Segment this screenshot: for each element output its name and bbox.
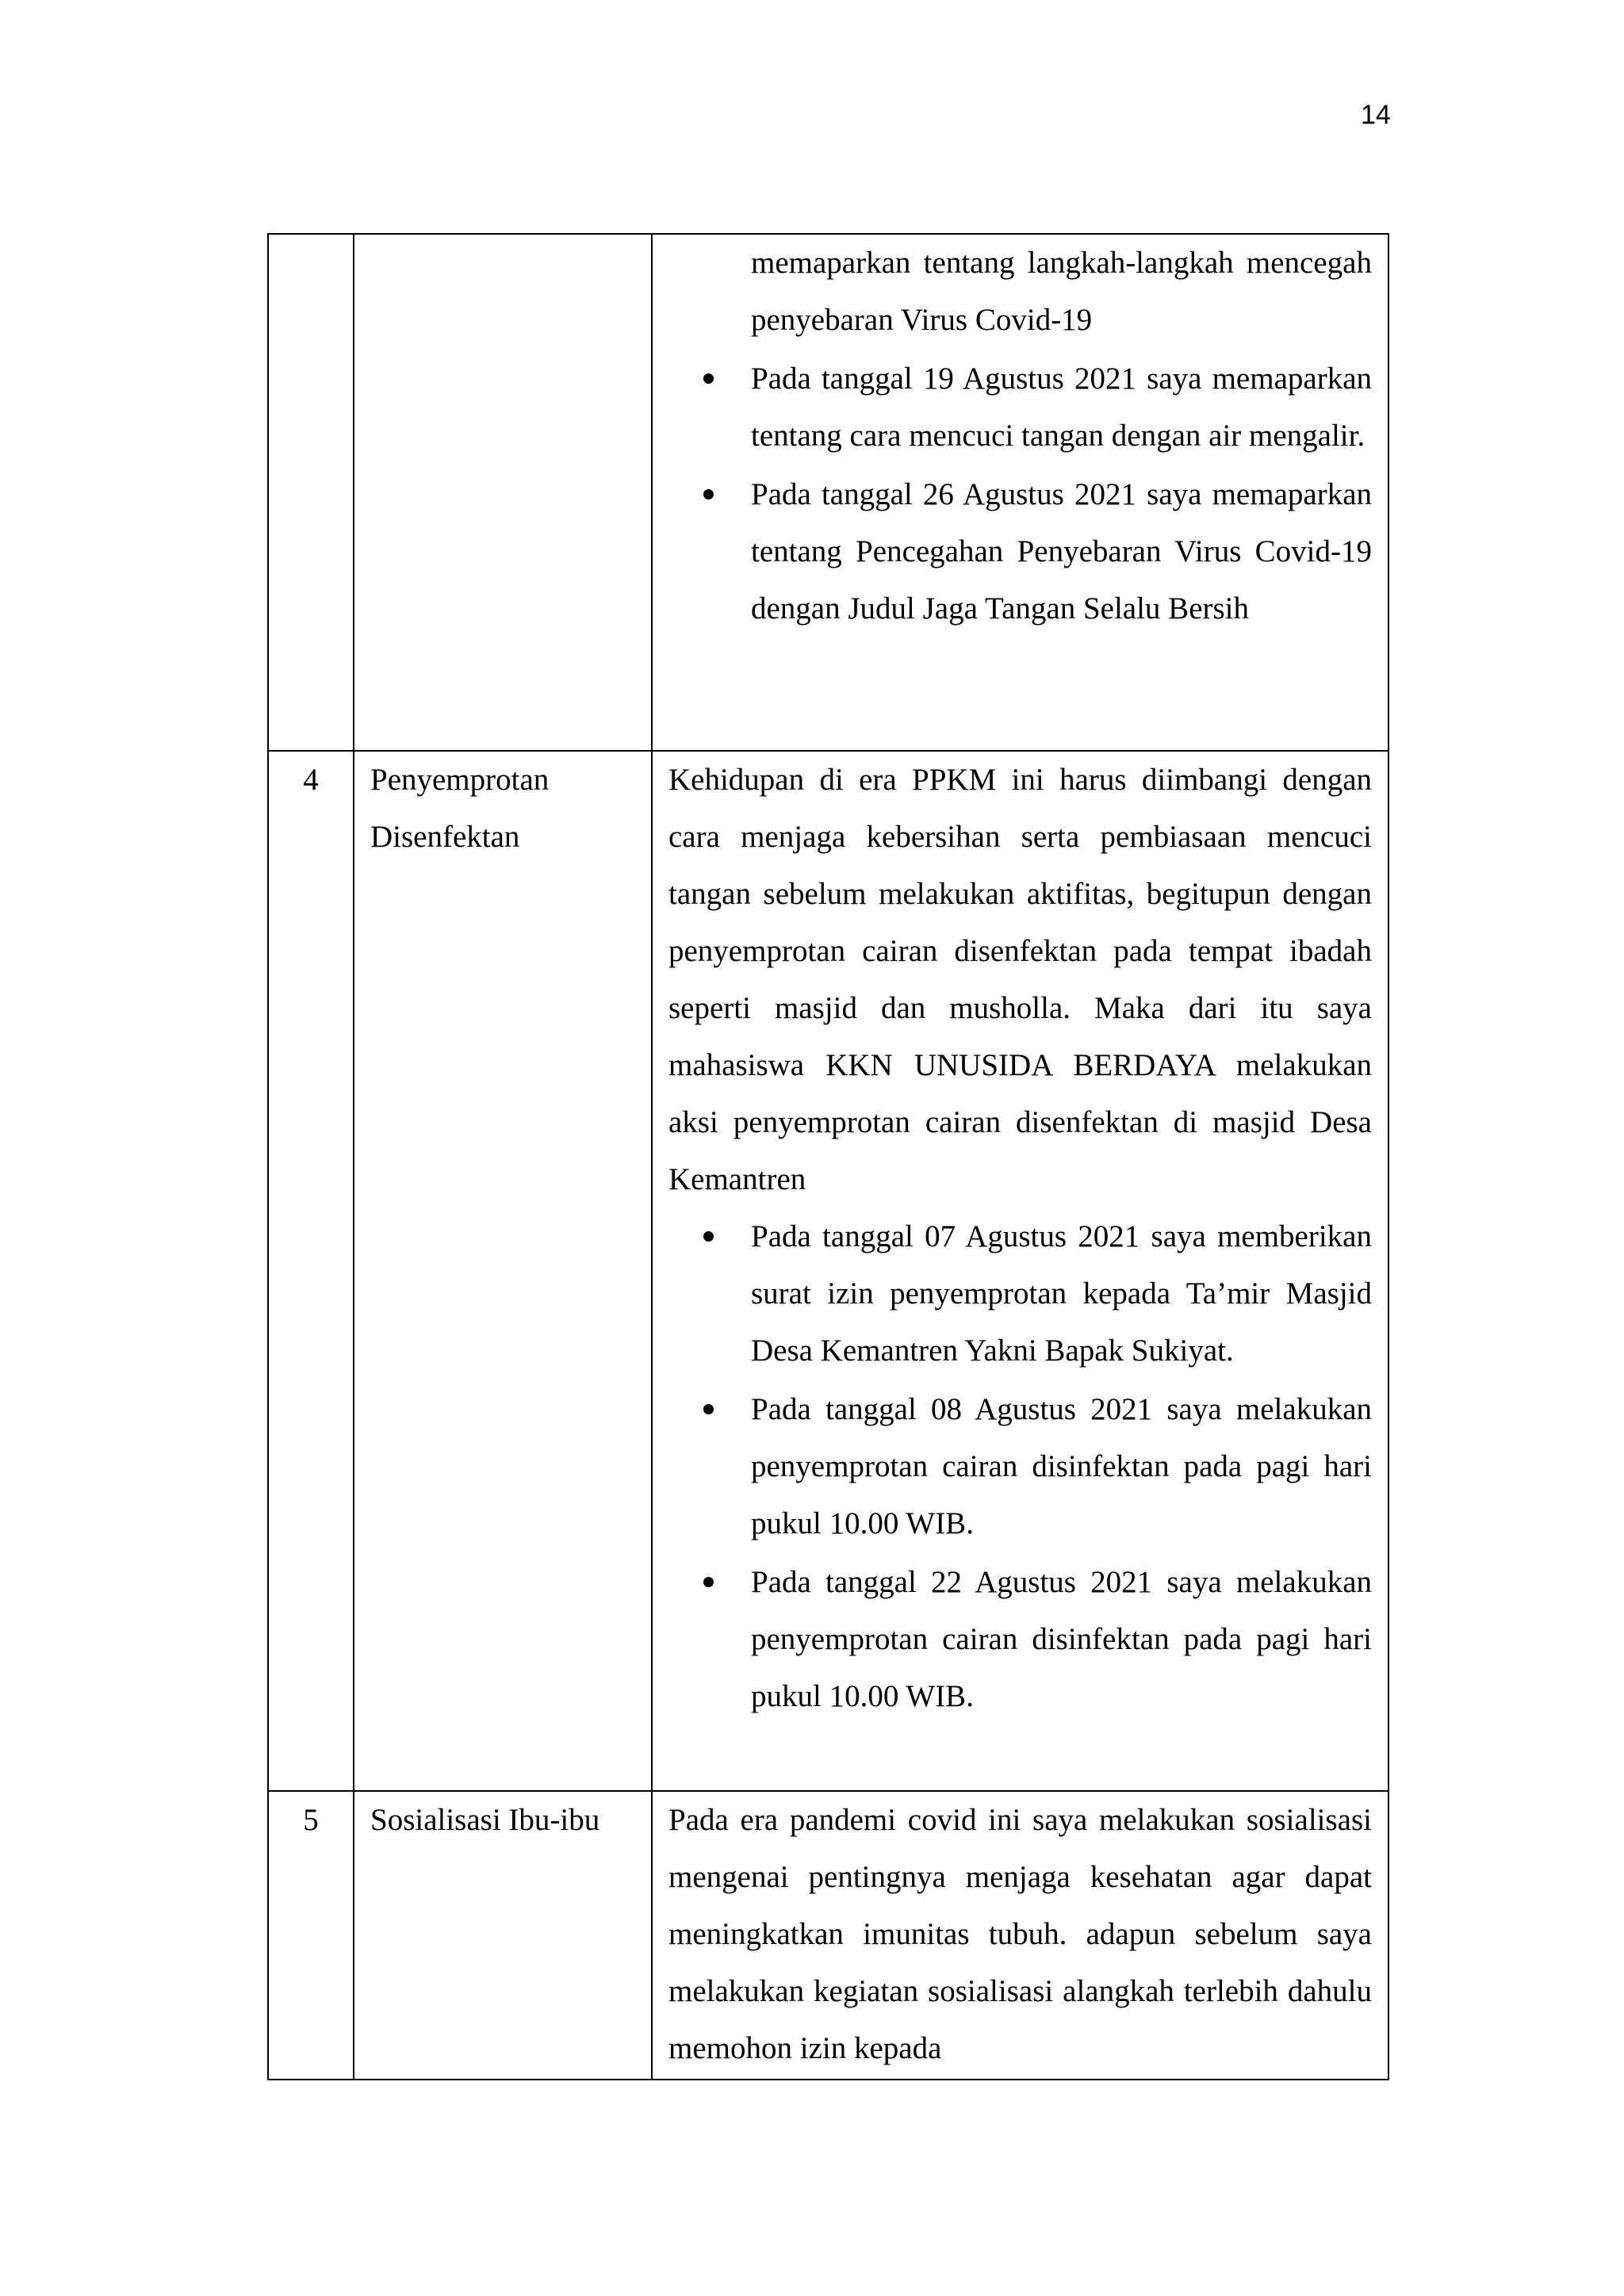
row-number — [268, 234, 354, 751]
activity-table — [267, 233, 1389, 2080]
activity-description — [652, 234, 1388, 751]
table-row — [268, 1791, 1388, 2080]
activity-name: Sosialisasi Ibu-ibu — [354, 1791, 652, 2080]
activity-name — [354, 234, 652, 751]
activity-description — [652, 1791, 1388, 2080]
bullet-icon — [703, 489, 714, 499]
bullet-list — [668, 235, 1372, 637]
list-item: Pada tanggal 07 Agustus 2021 saya memberikan surat izin penyemprotan kepada Ta’mir Masjid Desa Kemantren Yakni Bapak Sukiyat. — [751, 1208, 1372, 1380]
activity-name: Penyemprotan Disenfektan — [354, 751, 652, 1791]
bullet-icon — [703, 1577, 714, 1587]
table-row — [268, 751, 1388, 1791]
list-item: Pada tanggal 19 Agustus 2021 saya memaparkan tentang cara mencuci tangan dengan air mengalir. — [751, 350, 1372, 465]
bullet-list — [668, 1208, 1372, 1725]
activity-description — [652, 751, 1388, 1791]
list-item: memaparkan tentang langkah-langkah mencegah penyebaran Virus Covid-19 — [751, 246, 1372, 337]
row-number: 4 — [268, 751, 354, 1791]
list-item: Pada tanggal 08 Agustus 2021 saya melakukan penyemprotan cairan disinfektan pada pagi hari pukul 10.00 WIB. — [751, 1381, 1372, 1552]
bullet-icon — [703, 373, 714, 384]
page-number: 14 — [1361, 100, 1391, 130]
table-row — [268, 234, 1388, 751]
list-item: Pada tanggal 26 Agustus 2021 saya memaparkan tentang Pencegahan Penyebaran Virus Covid-19 dengan Judul Jaga Tangan Selalu Bersih — [751, 466, 1372, 637]
row-number: 5 — [268, 1791, 354, 2080]
bullet-icon — [703, 1231, 714, 1242]
description-paragraph: Kehidupan di era PPKM ini harus diimbangi dengan cara menjaga kebersihan serta pembiasaan mencuci tangan sebelum melakukan aktifitas, begitupun dengan penyemprotan cairan disenfektan pada tempat ibadah seperti masjid dan musholla. Maka dari itu saya mahasiswa KKN UNUSIDA BERDAYA melakukan aksi penyemprotan cairan disenfektan di masjid Desa Kemantren — [668, 763, 1372, 1196]
list-item: Pada tanggal 22 Agustus 2021 saya melakukan penyemprotan cairan disinfektan pada pagi hari pukul 10.00 WIB. — [751, 1554, 1372, 1725]
bullet-icon — [703, 1404, 714, 1414]
description-paragraph: Pada era pandemi covid ini saya melakukan sosialisasi mengenai pentingnya menjaga kesehatan agar dapat meningkatkan imunitas tubuh. adapun sebelum saya melakukan kegiatan sosialisasi alangkah terlebih dahulu memohon izin kepada — [668, 1803, 1372, 2065]
